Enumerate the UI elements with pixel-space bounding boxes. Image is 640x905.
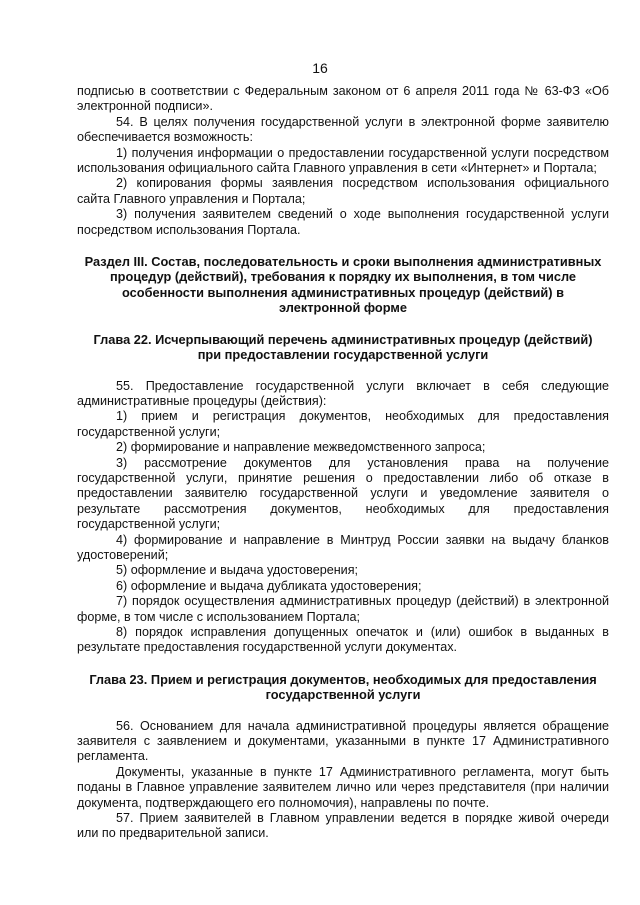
- paragraph-55-item-7: 7) порядок осуществления административных процедур (действий) в электронной форме, в том числе с использованием Портала;: [77, 594, 609, 624]
- paragraph-55-item-6: 6) оформление и выдача дубликата удостоверения;: [116, 578, 422, 593]
- paragraph-56-documents: Документы, указанные в пункте 17 Административного регламента, могут быть поданы в Главное управление заявителем лично или через представителя (при наличии документа, подтверждающего его полномочия), направлены по почте.: [77, 764, 609, 810]
- paragraph-54: 54. В целях получения государственной услуги в электронной форме заявителю обеспечивается возможность:: [77, 114, 609, 145]
- paragraph-54-item-3: 3) получения заявителем сведений о ходе выполнения государственной услуги посредством использования Портала.: [77, 207, 609, 237]
- paragraph-55-item-4: 4) формирование и направление в Минтруд России заявки на выдачу бланков удостоверений;: [77, 532, 609, 562]
- paragraph-55: 55. Предоставление государственной услуги включает в себя следующие административные процедуры (действия):: [77, 378, 609, 408]
- paragraph-55-item-8: 8) порядок исправления допущенных опечаток и (или) ошибок в выданных в результате предоставления государственной услуги документах.: [77, 625, 609, 655]
- section-3-heading: Раздел III. Состав, последовательность и сроки выполнения административных процедур (действий), требования к порядку их выполнения, в том числе особенности выполнения административных процедур (действий) в электронной форме: [84, 254, 602, 316]
- paragraph-55-item-3: 3) рассмотрение документов для установления права на получение государственной услуги, принятие решения о предоставлении либо об отказе в предоставлении заявителю государственной услуги и уведомление заявителя о результате рассмотрения документов, необходимых для предоставления государственной услуги;: [77, 455, 609, 532]
- chapter-22-heading: Глава 22. Исчерпывающий перечень административных процедур (действий) при предоставлении государственной услуги: [93, 331, 593, 363]
- paragraph-55-item-1: 1) прием и регистрация документов, необходимых для предоставления государственной услуги;: [77, 409, 609, 439]
- paragraph-55-item-2: 2) формирование и направление межведомственного запроса;: [116, 440, 486, 455]
- document-body: [77, 84, 609, 842]
- paragraph-54-item-2: 2) копирования формы заявления посредством использования официального сайта Главного управления и Портала;: [77, 176, 609, 206]
- paragraph-55-item-5: 5) оформление и выдача удостоверения;: [116, 563, 359, 578]
- page-number: 16: [312, 60, 328, 76]
- chapter-23-heading: Глава 23. Прием и регистрация документов, необходимых для предоставления государственной услуги: [89, 671, 597, 703]
- paragraph-continuation: подписью в соответствии с Федеральным законом от 6 апреля 2011 года № 63-ФЗ «Об электронной подписи».: [77, 84, 609, 114]
- paragraph-57: 57. Прием заявителей в Главном управлении ведется в порядке живой очереди или по предварительной записи.: [77, 811, 609, 841]
- paragraph-56: 56. Основанием для начала административной процедуры является обращение заявителя с заявлением и документами, указанными в пункте 17 Административного регламента.: [77, 718, 609, 764]
- paragraph-54-item-1: 1) получения информации о предоставлении государственной услуги посредством использования официального сайта Главного управления в сети «Интернет» и Портала;: [77, 145, 609, 176]
